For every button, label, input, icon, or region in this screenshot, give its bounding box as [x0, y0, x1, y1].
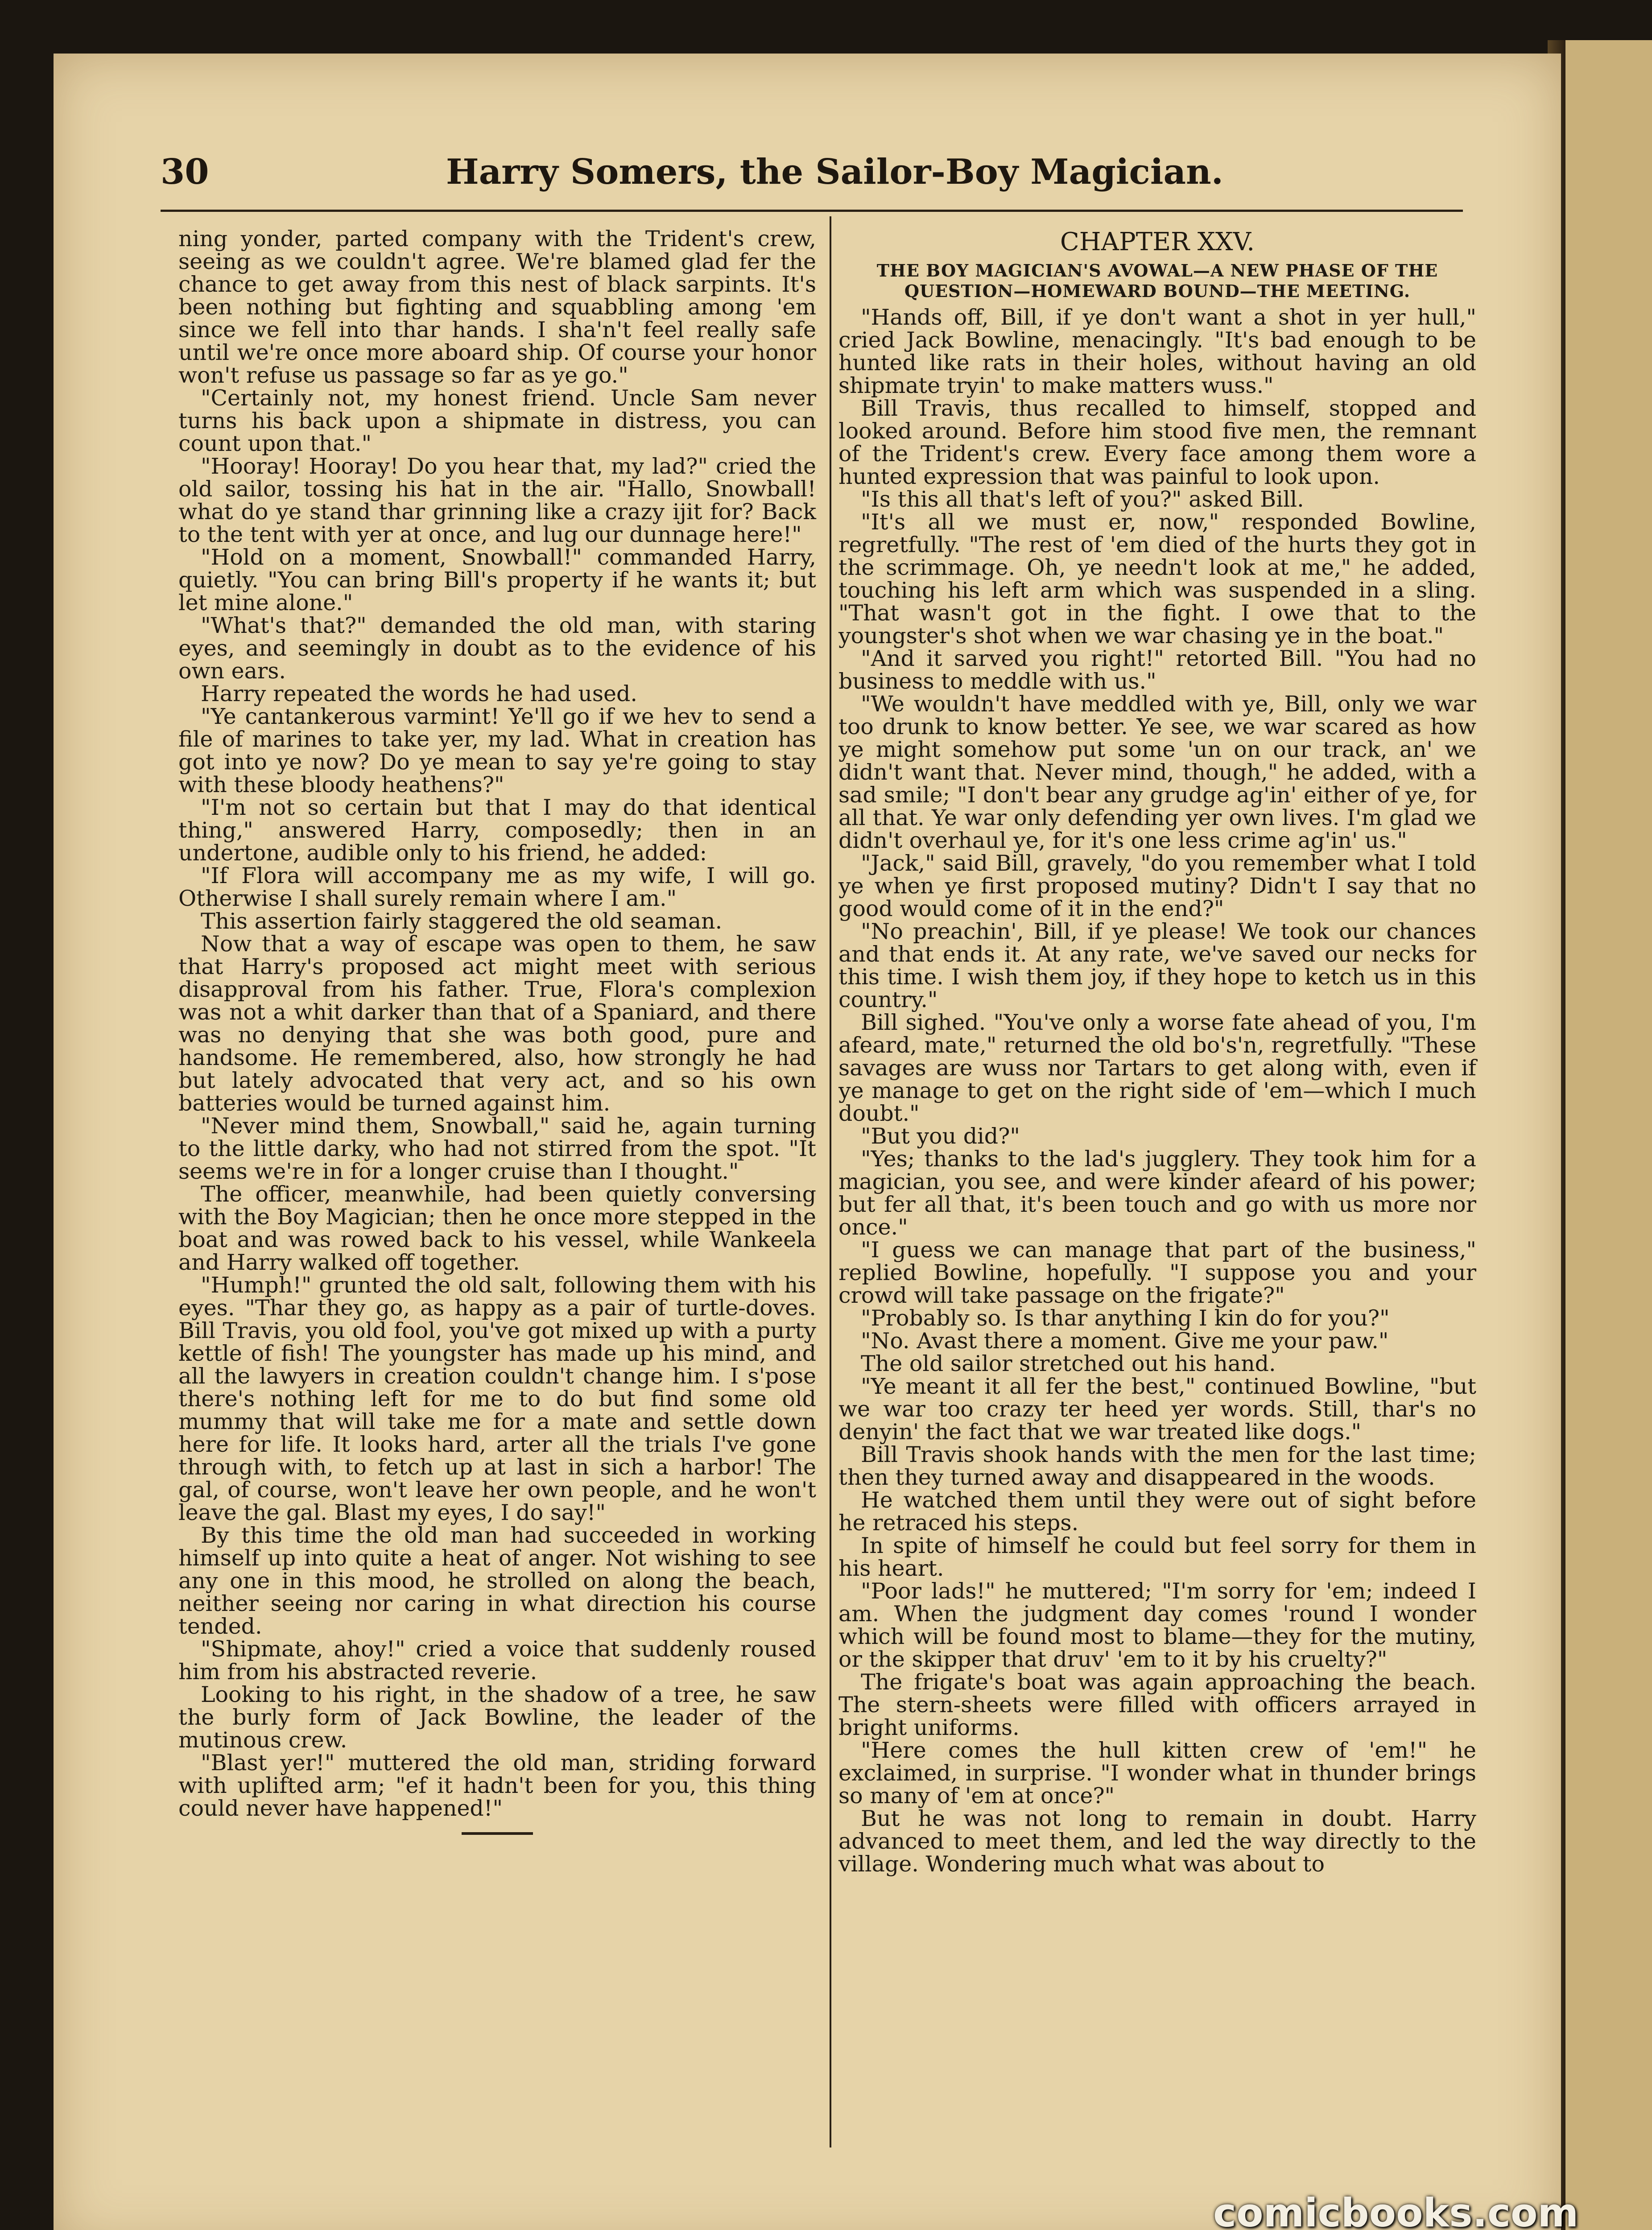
paragraph: "Yes; thanks to the lad's jugglery. They took him for a magician, you see, and were kinder afeard of his power; but fer all that, it's been touch and go with us more nor once." — [838, 1146, 1476, 1240]
paragraph: In spite of himself he could but feel sorry for them in his heart. — [838, 1533, 1476, 1581]
right-column — [838, 227, 1476, 1875]
paragraph: "Hold on a moment, Snowball!" commanded Harry, quietly. "You can bring Bill's property if he wants it; but let mine alone." — [178, 545, 816, 615]
paragraph: "What's that?" demanded the old man, with staring eyes, and seemingly in doubt as to the evidence of his own ears. — [178, 613, 816, 684]
paragraph: "But you did?" — [861, 1123, 1020, 1149]
paragraph: "Poor lads!" he muttered; "I'm sorry for 'em; indeed I am. When the judgment day comes 'round I wonder which will be found most to blame—they for the mutiny, or the skipper that druv' 'em to it by his cruelty?" — [838, 1578, 1476, 1672]
section-end-rule — [462, 1832, 533, 1835]
paragraph: "Here comes the hull kitten crew of 'em!" he exclaimed, in surprise. "I wonder what in thunder brings so many of 'em at once?" — [838, 1738, 1476, 1809]
paragraph: ning yonder, parted company with the Trident's crew, seeing as we couldn't agree. We're blamed glad fer the chance to get away from this nest of black sarpints. It's been nothing but fighting and squabbling among 'em since we fell into thar hands. I sha'n't feel really safe until we're once more aboard ship. Of course your honor won't refuse us passage so far as ye go." — [178, 226, 816, 388]
header-rule — [161, 210, 1463, 212]
paragraph: "Is this all that's left of you?" asked Bill. — [861, 487, 1304, 512]
paragraph: He watched them until they were out of sight before he retraced his steps. — [838, 1487, 1476, 1536]
paragraph: "If Flora will accompany me as my wife, I will go. Otherwise I shall surely remain where I am." — [178, 863, 816, 911]
paragraph: "I guess we can manage that part of the business," replied Bowline, hopefully. "I suppose you and your crowd will take passage on the frigate?" — [838, 1237, 1476, 1308]
column-divider — [830, 216, 831, 2147]
paragraph: "Blast yer!" muttered the old man, striding forward with uplifted arm; "ef it hadn't been for you, this thing could never have happened!" — [178, 1750, 816, 1821]
page-header — [161, 152, 1499, 201]
running-title: Harry Somers, the Sailor-Boy Magician. — [446, 152, 1223, 192]
paragraph: By this time the old man had succeeded in working himself up into quite a heat of anger. Not wishing to see any one in this mood, he strolled on along the beach, neither seeing nor caring in what direction his course tended. — [178, 1523, 816, 1639]
paragraph: "Hooray! Hooray! Do you hear that, my lad?" cried the old sailor, tossing his hat in the air. "Hallo, Snowball! what do ye stand thar grinning like a crazy ijit for? Back to the tent with yer at once, and lug our dunnage here!" — [178, 454, 816, 547]
paragraph: "Certainly not, my honest friend. Uncle Sam never turns his back upon a shipmate in distress, you can count upon that." — [178, 385, 816, 456]
chapter-title: CHAPTER XXV. — [1060, 227, 1255, 256]
left-column — [178, 227, 816, 1835]
adjacent-page-edge — [1561, 40, 1652, 2230]
page-number: 30 — [161, 152, 209, 192]
paragraph: "No preachin', Bill, if ye please! We took our chances and that ends it. At any rate, we've saved our necks for this time. I wish them joy, if they hope to ketch us in this country." — [838, 919, 1476, 1012]
paragraph: "Probably so. Is thar anything I kin do for you?" — [861, 1305, 1390, 1331]
paragraph: The officer, meanwhile, had been quietly conversing with the Boy Magician; then he once more stepped in the boat and was rowed back to his vessel, while Wankeela and Harry walked off together. — [178, 1181, 816, 1275]
paragraph: "Jack," said Bill, gravely, "do you remember what I told ye when ye first proposed mutiny? Didn't I say that no good would come of it in the end?" — [838, 851, 1476, 921]
paragraph: But he was not long to remain in doubt. Harry advanced to meet them, and led the way directly to the village. Wondering much what was about to — [838, 1806, 1476, 1877]
paragraph: "And it sarved you right!" retorted Bill. "You had no business to meddle with us." — [838, 646, 1476, 694]
chapter-subtitle: THE BOY MAGICIAN'S AVOWAL—A NEW PHASE OF THE QUESTION—HOMEWARD BOUND—THE MEETING. — [876, 260, 1438, 301]
paragraph: "Humph!" grunted the old salt, following them with his eyes. "Thar they go, as happy as a pair of turtle-doves. Bill Travis, you old fool, you've got mixed up with a purty kettle of fish! The youngster has made up his mind, and all the lawyers in creation couldn't change him. I s'pose there's nothing left for me to do but find some old mummy that will take me for a mate and settle down here for life. It looks hard, arter all the trials I've gone through with, to fetch up at last in sich a harbor! The gal, of course, won't leave her own people, and he won't leave the gal. Blast my eyes, I do say!" — [178, 1272, 816, 1525]
paragraph: "No. Avast there a moment. Give me your paw." — [861, 1328, 1389, 1354]
paragraph: Looking to his right, in the shadow of a tree, he saw the burly form of Jack Bowline, the leader of the mutinous crew. — [178, 1682, 816, 1753]
paragraph: "Ye meant it all fer the best," continued Bowline, "but we war too crazy ter heed yer words. Still, thar's no denyin' the fact that we war treated like dogs." — [838, 1374, 1476, 1445]
paragraph: Bill Travis shook hands with the men for the last time; then they turned away and disappeared in the woods. — [838, 1442, 1476, 1490]
watermark-text: comicbooks.com — [1213, 2190, 1579, 2230]
paragraph: "Shipmate, ahoy!" cried a voice that suddenly roused him from his abstracted reverie. — [178, 1636, 816, 1685]
paragraph: This assertion fairly staggered the old seaman. — [201, 909, 723, 934]
paragraph: "Hands off, Bill, if ye don't want a shot in yer hull," cried Jack Bowline, menacingly. "It's bad enough to be hunted like rats in their holes, without having an old shipmate tryin' to make matters wuss." — [838, 305, 1476, 398]
paragraph: Bill Travis, thus recalled to himself, stopped and looked around. Before him stood five men, the remnant of the Trident's crew. Every face among them wore a hunted expression that was painful to look upon. — [838, 396, 1476, 489]
paragraph: "It's all we must er, now," responded Bowline, regretfully. "The rest of 'em died of the hurts they got in the scrimmage. Oh, ye needn't look at me," he added, touching his left arm which was suspended in a sling. "That wasn't got in the fight. I owe that to the youngster's shot when we war chasing ye in the boat." — [838, 509, 1476, 648]
paragraph: The old sailor stretched out his hand. — [861, 1351, 1276, 1376]
paragraph: The frigate's boat was again approaching the beach. The stern-sheets were filled with officers arrayed in bright uniforms. — [838, 1669, 1476, 1740]
paragraph: Bill sighed. "You've only a worse fate ahead of you, I'm afeard, mate," returned the old bo's'n, regretfully. "These savages are wuss nor Tartars to get along with, even if ye manage to get on the right side of 'em—which I much doubt." — [838, 1010, 1476, 1126]
paragraph: "Never mind them, Snowball," said he, again turning to the little darky, who had not stirred from the spot. "It seems we're in for a longer cruise than I thought." — [178, 1113, 816, 1184]
paragraph: "I'm not so certain but that I may do that identical thing," answered Harry, composedly; then in an undertone, audible only to his friend, he added: — [178, 795, 816, 866]
paragraph: "Ye cantankerous varmint! Ye'll go if we hev to send a file of marines to take yer, my lad. What in creation has got into ye now? Do ye mean to say ye're going to stay with these bloody heathens?" — [178, 704, 816, 797]
paragraph: Harry repeated the words he had used. — [201, 681, 637, 706]
paragraph: "We wouldn't have meddled with ye, Bill, only we war too drunk to know better. Ye see, we war scared as how ye might somehow put some 'un on our track, an' we didn't want that. Never mind, though," he added, with a sad smile; "I don't bear any grudge ag'in' either of ye, for all that. Ye war only defending yer own lives. I'm glad we didn't overhaul ye, for it's one less crime ag'in' us." — [838, 691, 1476, 853]
paragraph: Now that a way of escape was open to them, he saw that Harry's proposed act might meet with serious disapproval from his father. True, Flora's complexion was not a whit darker than that of a Spaniard, and there was no denying that she was both good, pure and handsome. He remembered, also, how strongly he had but lately advocated that very act, and so his own batteries would be turned against him. — [178, 931, 816, 1116]
